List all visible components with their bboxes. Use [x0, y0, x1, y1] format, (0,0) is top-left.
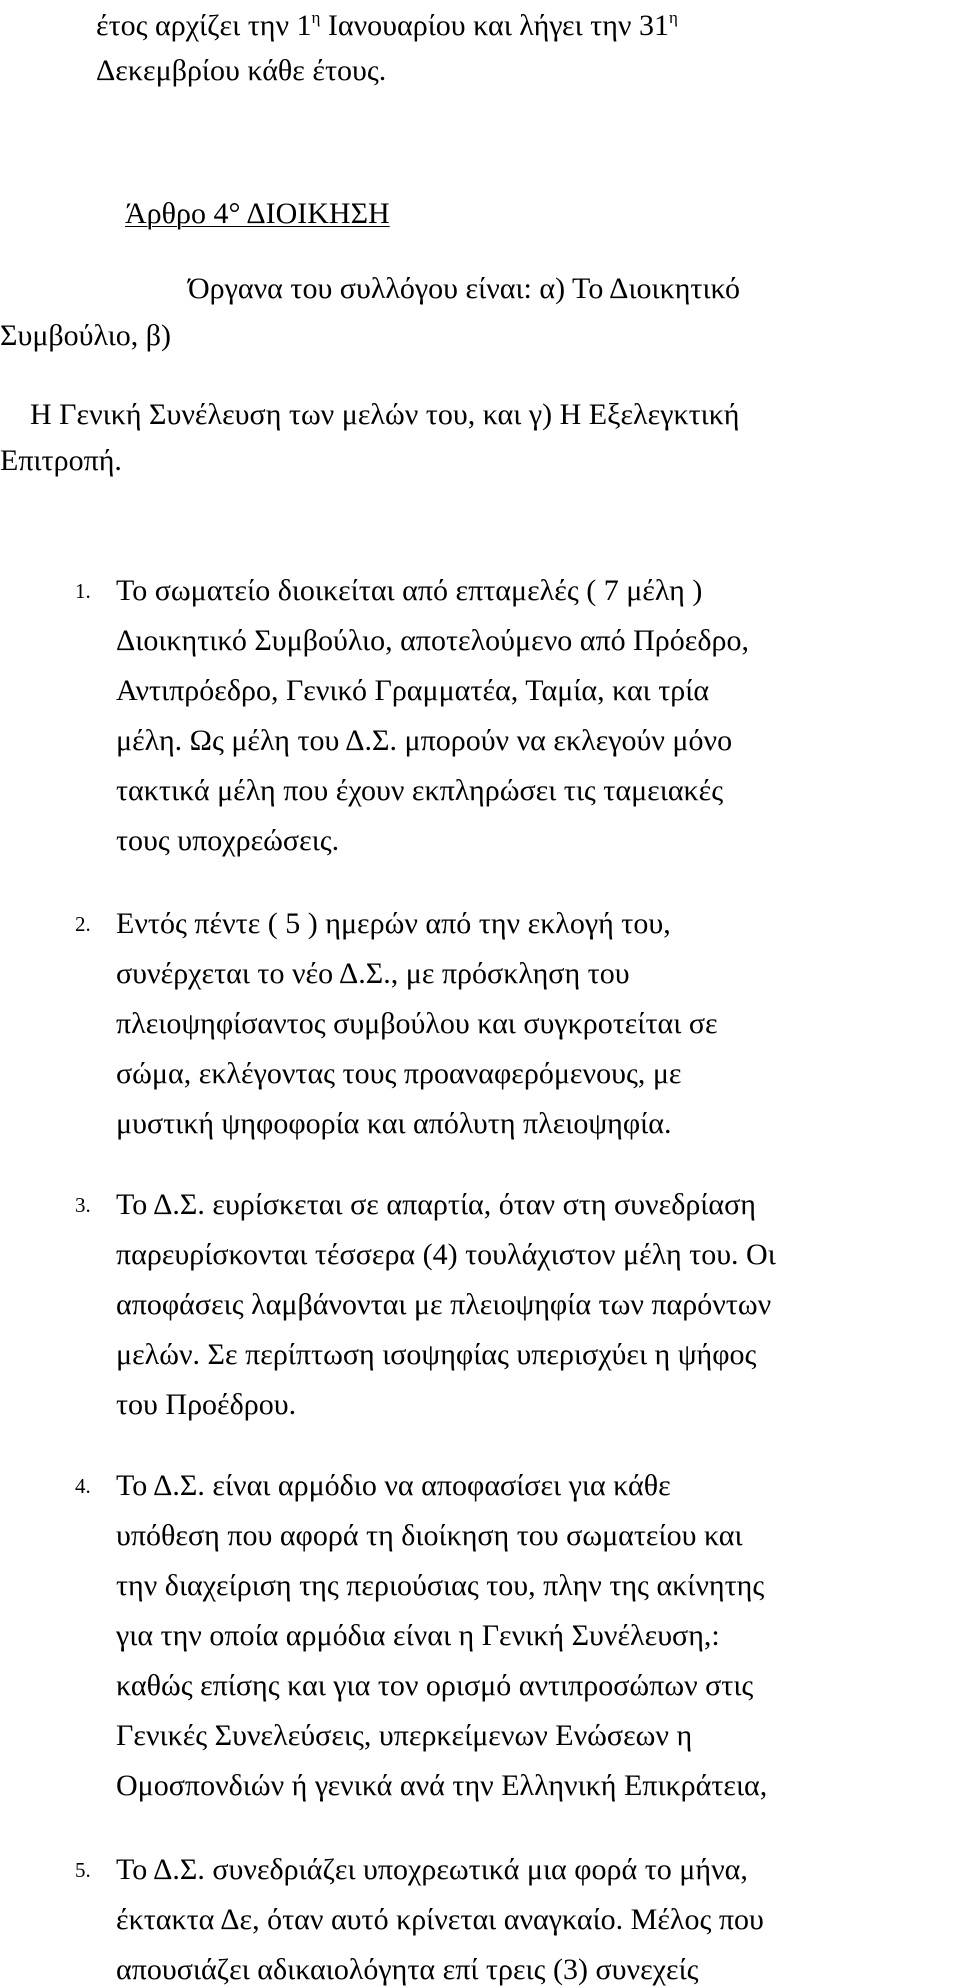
organs-line-2: Συμβούλιο, β) — [0, 319, 172, 352]
intro-line-2: Δεκεμβρίου κάθε έτους. — [96, 54, 387, 87]
list-item-line: απουσιάζει αδικαιολόγητα επί τρεις (3) συνεχείς — [116, 1953, 699, 1986]
list-item-line: Ομοσπονδιών ή γενικά ανά την Ελληνική Επικράτεια, — [116, 1769, 768, 1802]
list-item-number: 2. — [75, 912, 91, 936]
organs-line-1: Όργανα του συλλόγου είναι: α) Το Διοικητικό — [188, 272, 740, 305]
list-item-line: μέλη. Ως μέλη του Δ.Σ. μπορούν να εκλεγούν μόνο — [116, 724, 733, 757]
list-item-line: σώμα, εκλέγοντας τους προαναφερόμενους, με — [116, 1057, 682, 1090]
intro-line-1: έτος αρχίζει την $1^\eta$ Ιανουαρίου και λήγει την $31^\eta$ — [96, 8, 678, 42]
list-item-line: έκτακτα Δε, όταν αυτό κρίνεται αναγκαίο. Μέλος που — [116, 1903, 764, 1936]
list-item-line: τους υποχρεώσεις. — [116, 824, 340, 857]
organs-line-4: Επιτροπή. — [0, 444, 122, 477]
list-item-line: Εντός πέντε ( 5 ) ημερών από την εκλογή του, — [116, 907, 671, 940]
list-item-line: μελών. Σε περίπτωση ισοψηφίας υπερισχύει η ψήφος — [116, 1338, 757, 1371]
list-item-line: Το Δ.Σ. είναι αρμόδιο να αποφασίσει για κάθε — [116, 1469, 671, 1502]
list-item-line: παρευρίσκονται τέσσερα (4) τουλάχιστον μέλη του. Οι — [116, 1238, 776, 1271]
list-item-line: Το Δ.Σ. συνεδριάζει υποχρεωτικά μια φορά το μήνα, — [116, 1853, 748, 1886]
list-item-line: αποφάσεις λαμβάνονται με πλειοψηφία των παρόντων — [116, 1288, 772, 1321]
list-item-line: την διαχείριση της περιούσιας του, πλην της ακίνητης — [116, 1569, 765, 1602]
list-item-line: για την οποία αρμόδια είναι η Γενική Συνέλευση,: — [116, 1619, 720, 1652]
list-item-line: τακτικά μέλη που έχουν εκπληρώσει τις ταμειακές — [116, 774, 724, 807]
list-item-line: Αντιπρόεδρο, Γενικό Γραμματέα, Ταμία, και τρία — [116, 674, 710, 707]
list-item-line: καθώς επίσης και για τον ορισμό αντιπροσώπων στις — [116, 1669, 754, 1702]
list-item-number: 4. — [75, 1474, 91, 1498]
list-item-number: 3. — [75, 1193, 91, 1217]
list-item-line: Το Δ.Σ. ευρίσκεται σε απαρτία, όταν στη συνεδρίαση — [116, 1188, 756, 1221]
list-item-number: 5. — [75, 1858, 91, 1882]
list-item-line: Γενικές Συνελεύσεις, υπερκείμενων Ενώσεων η — [116, 1719, 693, 1752]
list-item-line: συνέρχεται το νέο Δ.Σ., με πρόσκληση του — [116, 957, 630, 990]
article-heading: Άρθρο 4° ΔΙΟΙΚΗΣΗ — [125, 197, 390, 230]
list-item-line: Διοικητικό Συμβούλιο, αποτελούμενο από Πρόεδρο, — [116, 624, 749, 657]
list-item-line: πλειοψηφίσαντος συμβούλου και συγκροτείται σε — [116, 1007, 718, 1040]
list-item-line: του Προέδρου. — [116, 1388, 297, 1421]
organs-line-3: Η Γενική Συνέλευση των μελών του, και γ) Η Εξελεγκτική — [30, 398, 740, 431]
list-item-line: υπόθεση που αφορά τη διοίκηση του σωματείου και — [116, 1519, 743, 1552]
list-item-line: Το σωματείο διοικείται από επταμελές ( 7 μέλη ) — [116, 574, 703, 607]
list-item-line: μυστική ψηφοφορία και απόλυτη πλειοψηφία. — [116, 1107, 672, 1140]
list-item-number: 1. — [75, 579, 91, 603]
